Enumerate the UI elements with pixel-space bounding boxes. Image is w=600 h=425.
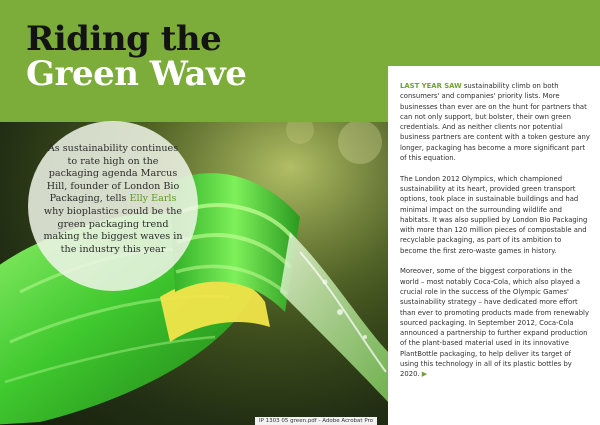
article-title bbox=[26, 19, 247, 94]
paragraph-1-text: sustainability climb on both consumers' and companies' priority lists. More businesses than ever are on the hunt for partners that can not only support, but bolster, their own green credentials. And as neither clients nor potential business partners are content with a token gesture any longer, packaging has become a more significant part of this equation. bbox=[400, 82, 590, 163]
standfirst-text-end: why bioplastics could be the green packaging trend making the biggest waves in the industry this year bbox=[43, 205, 183, 255]
standfirst-circle bbox=[28, 121, 198, 291]
end-mark-icon: ▶ bbox=[421, 370, 428, 379]
paragraph-3-text: Moreover, some of the biggest corporations in the world – most notably Coca-Cola, which also played a crucial role in the success of the Olympic Games' sustainability strategy – have dedicated more effort than ever to promoting products made from renewably sourced packaging. In September 2012, Coca-Cola announced a partnership to further expand production of the plant-based material used in its innovative PlantBottle packaging, to help deliver its target of using this technology in all of its plastic bottles by 2020. bbox=[400, 267, 589, 379]
paragraph-2: The London 2012 Olympics, which championed sustainability at its heart, provided green transport options, took place in sustainable buildings and had minimal impact on the surrounding wildlife and habitats. It was also supplied by London Bio Packaging with more than 120 million pieces of compostable and recyclable packaging, as part of its ambition to become the first zero-waste games in history. bbox=[400, 174, 588, 255]
author-name: Elly Earls bbox=[129, 193, 177, 205]
body-column bbox=[388, 66, 600, 425]
body-text bbox=[400, 81, 590, 390]
file-label: IP 1303 05 green.pdf - Adobe Acrobat Pro bbox=[255, 417, 377, 425]
standfirst-text bbox=[42, 143, 184, 256]
title-line-1: Riding the bbox=[26, 19, 222, 59]
title-line-2: Green Wave bbox=[26, 54, 247, 94]
paragraph-3 bbox=[400, 266, 590, 379]
standfirst-text-start: As sustainability continues to rate high on the packaging agenda Marcus Hill, founder of London Bio Packaging, tells bbox=[46, 143, 180, 205]
paragraph-1 bbox=[400, 81, 590, 163]
lead-in: LAST YEAR SAW bbox=[400, 82, 462, 90]
